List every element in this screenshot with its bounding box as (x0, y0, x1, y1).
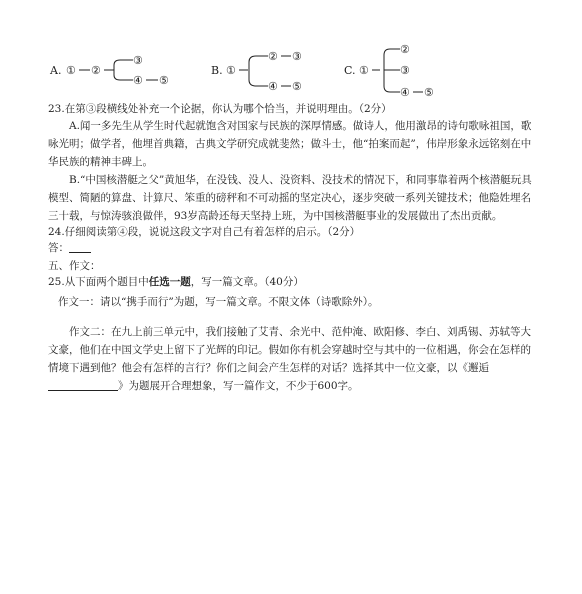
option-b-n4: ④ (268, 80, 278, 93)
option-b-label: B. (211, 64, 223, 77)
q23-option-a: A.闻一多先生从学生时代起就饱含对国家与民族的深厚情感。做诗人，他用激昂的诗句歌咏祖国，歌咏光明；做学者，他埋首典籍，古典文学研究成就斐然；做斗士，他“拍案而起”，伟岸形象永远铭刻在中华民族的精神丰碑上。 (48, 120, 532, 168)
option-a-diagram (49, 54, 169, 87)
option-c-diagram (344, 43, 434, 99)
section5-heading: 五、作文： (48, 260, 101, 272)
q25-question (48, 274, 304, 290)
option-c-n3: ③ (400, 64, 410, 77)
q25-suffix: ，写一篇文章。（40分） (190, 276, 304, 288)
essay-prompt-2-part2: 》为题展开合理想象，写一篇作文，不少于600字。 (118, 380, 359, 392)
option-b-diagram (211, 50, 302, 93)
q23-option-b: B.“中国核潜艇之父”黄旭华，在没钱、没人、没资料、没技术的情况下，和同事靠着两个核潜艇玩具模型、简陋的算盘、计算尺、笨重的磅秤和不可动摇的坚定决心，逐步突破一系列关键技术；他隐姓埋名三十载，与惊涛骇浪做伴，93岁高龄还每天坚持上班，为中国核潜艇事业的发展做出了杰出贡献。 (48, 174, 532, 222)
option-a-label: A. (50, 64, 62, 77)
q24-answer-label: 答： (48, 242, 69, 254)
essay-prompt-1: 作文一：请以“携手而行”为题，写一篇文章。不限文体（诗歌除外）。 (58, 296, 379, 308)
option-a-n1: ① (66, 64, 76, 77)
q24-answer-blank[interactable] (69, 242, 91, 253)
option-a-n2: ② (91, 64, 101, 77)
option-c-n1: ① (359, 64, 369, 77)
option-c-n5: ⑤ (424, 86, 434, 99)
essay-prompt-2 (48, 323, 538, 395)
q24-answer-line (48, 240, 91, 256)
option-c-n4: ④ (400, 86, 410, 99)
essay-title-blank[interactable] (48, 379, 118, 391)
q24-question: 24.仔细阅读第④段，说说这段文字对自己有着怎样的启示。（2分） (48, 226, 361, 238)
option-c-label: C. (344, 64, 356, 77)
option-b-n1: ① (226, 64, 236, 77)
q25-bold: 任选一题 (148, 276, 191, 288)
option-b-n3: ③ (292, 50, 302, 63)
q25-prefix: 25.从下面两个题目中 (48, 276, 149, 288)
option-a-n3: ③ (133, 54, 143, 67)
option-a-n5: ⑤ (159, 74, 169, 87)
q23-question: 23.在第③段横线处补充一个论据，你认为哪个恰当，并说明理由。（2分） (48, 103, 392, 115)
option-c-n2: ② (400, 43, 410, 56)
essay-prompt-2-part1: 作文二：在九上前三单元中，我们接触了艾青、余光中、范仲淹、欧阳修、李白、刘禹锡、苏轼等大文豪，他们在中国文学史上留下了光辉的印记。假如你有机会穿越时空与其中的一位相遇，你会在怎样的情境下遇到他？他会有怎样的言行？你们之间会产生怎样的对话？选择其中一位文豪，以《邂逅 (48, 326, 531, 374)
option-b-n2: ② (268, 50, 278, 63)
structure-options (0, 0, 582, 110)
option-b-n5: ⑤ (292, 80, 302, 93)
option-a-n4: ④ (133, 74, 143, 87)
